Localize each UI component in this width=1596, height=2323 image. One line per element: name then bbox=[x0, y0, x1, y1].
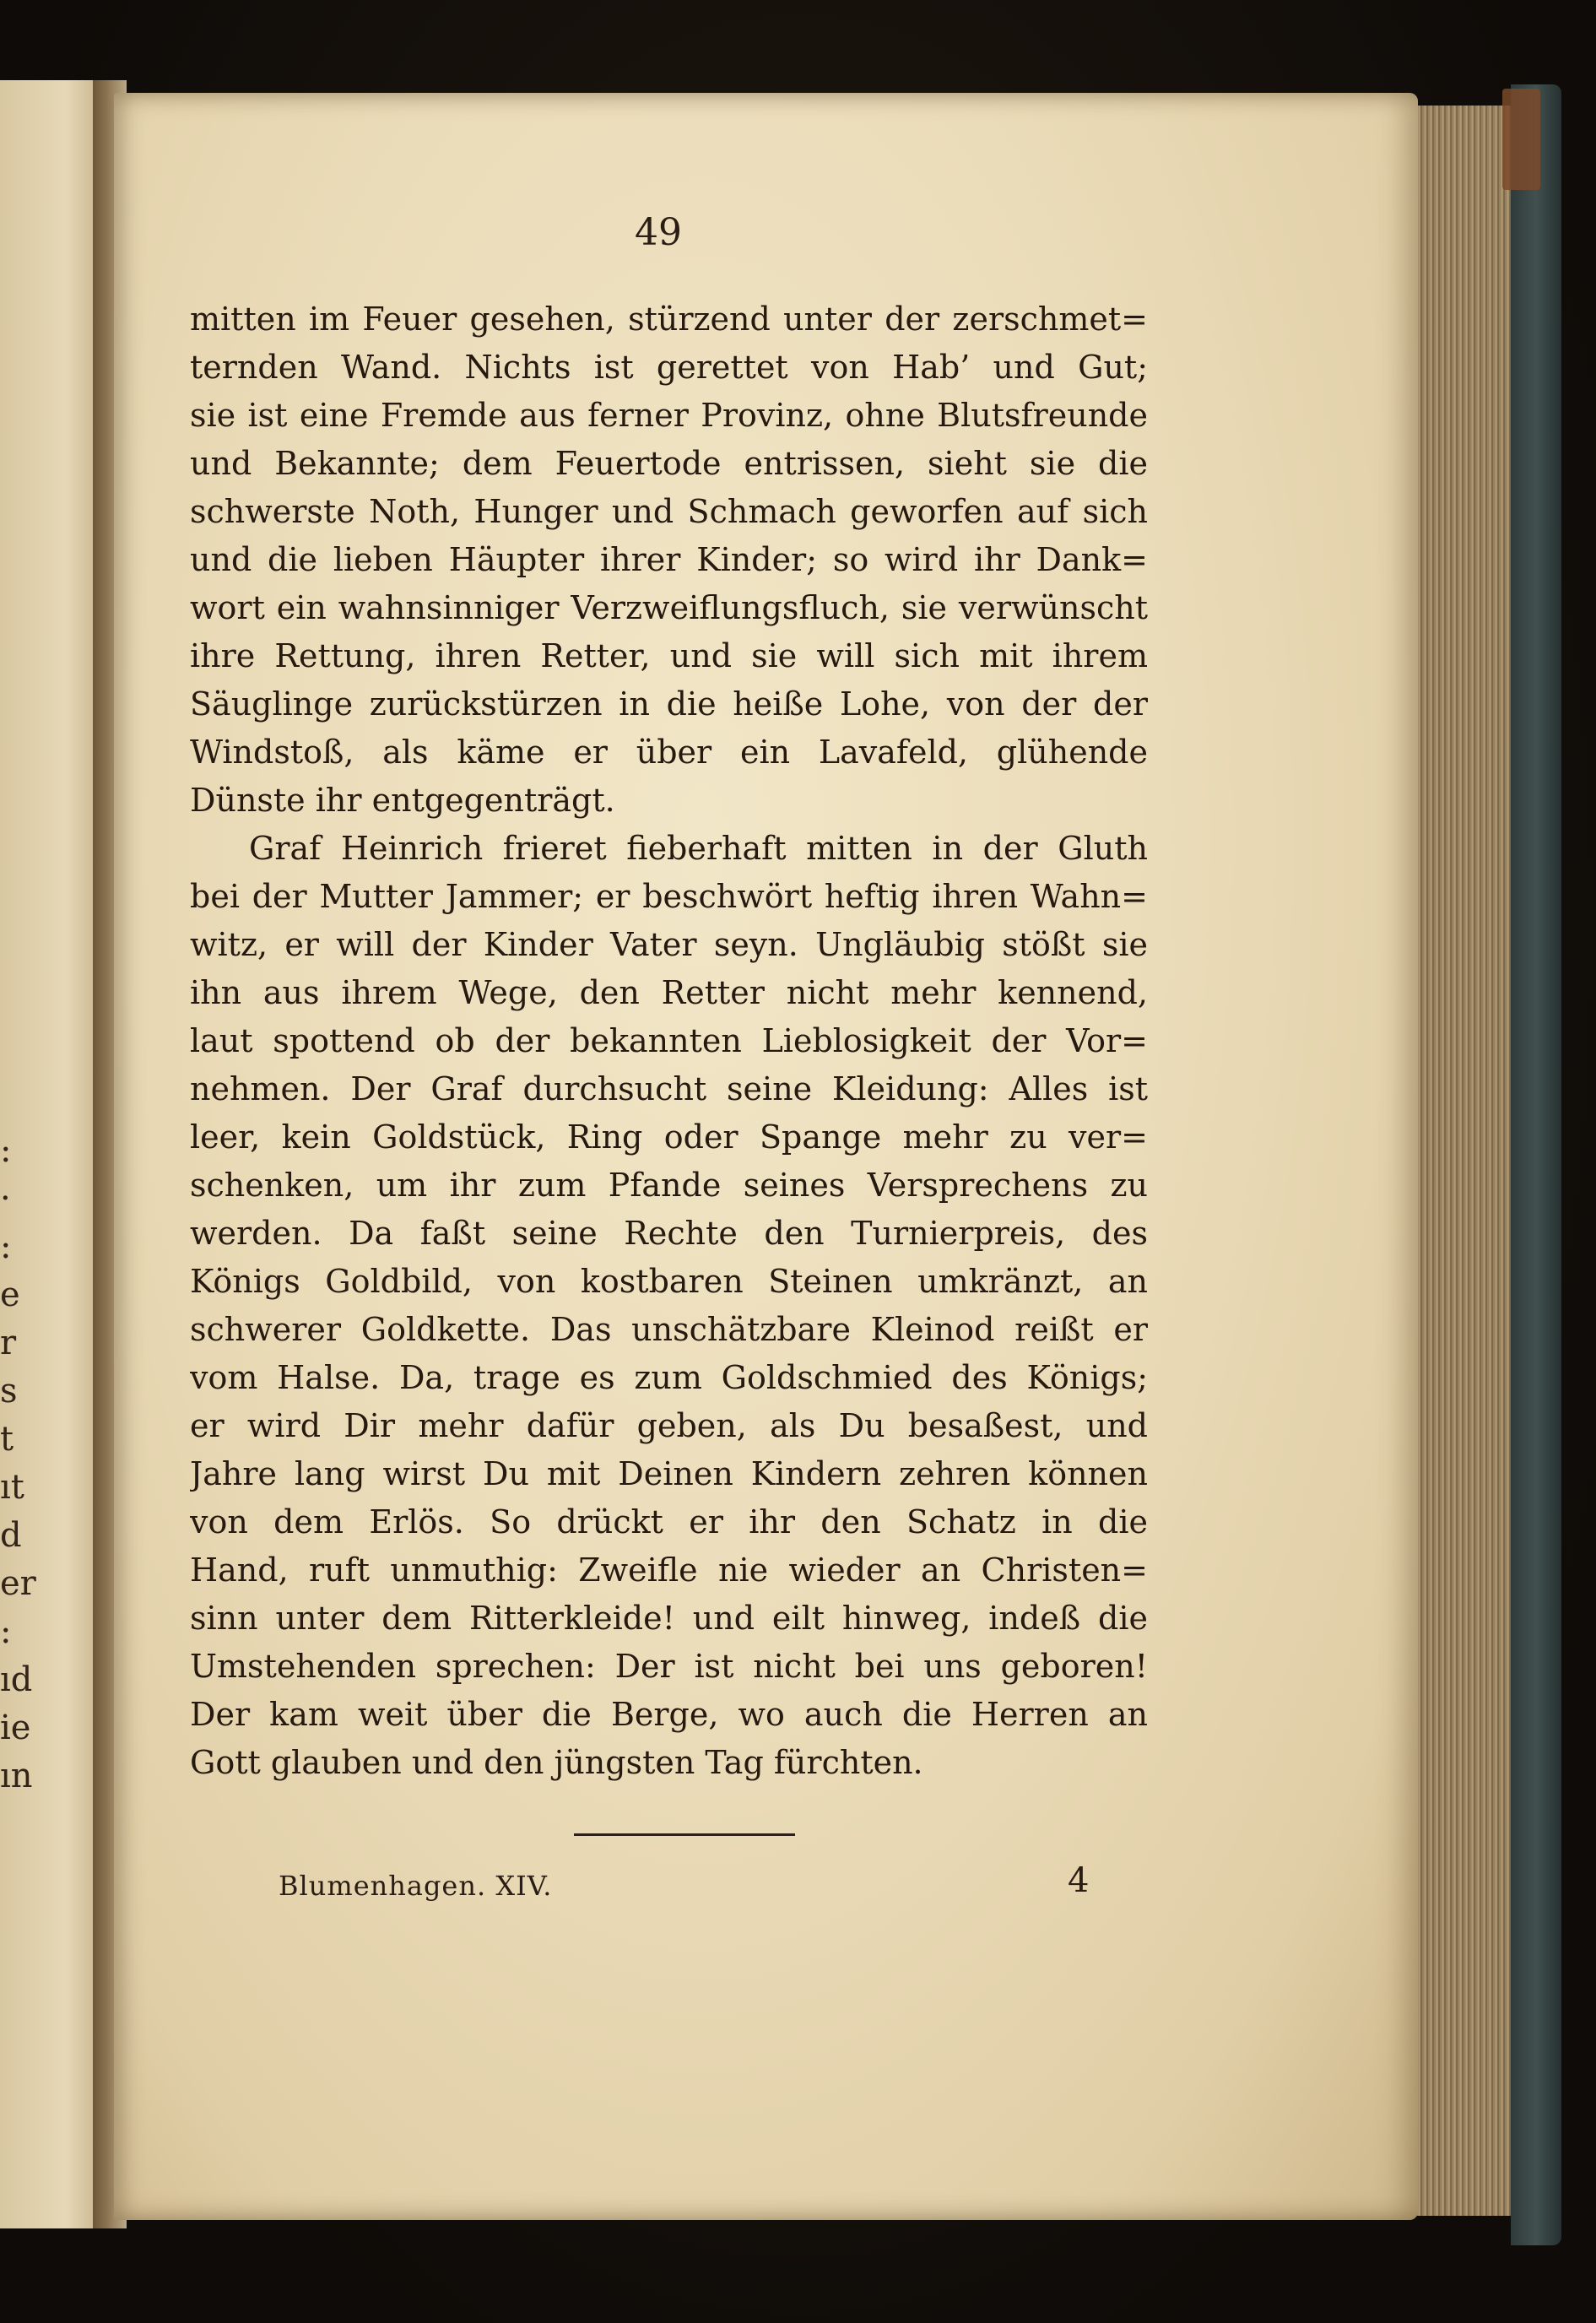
text-line: und die lieben Häupter ihrer Kinder; so wird ihr Dank= bbox=[190, 541, 1148, 578]
text-line: Säuglinge zurückstürzen in die heiße Lohe, von der der bbox=[190, 685, 1148, 723]
text-line: er wird Dir mehr dafür geben, als Du besaßest, und bbox=[190, 1407, 1148, 1444]
book-cover bbox=[1511, 84, 1561, 2245]
text-line: Königs Goldbild, von kostbaren Steinen umkränzt, an bbox=[190, 1263, 1148, 1300]
left-page-text-fragments bbox=[0, 1127, 34, 1800]
cover-leather-corner bbox=[1502, 89, 1540, 190]
left-margin-char: t bbox=[0, 1420, 14, 1459]
text-line: Hand, ruft unmuthig: Zweifle nie wieder an Christen= bbox=[190, 1551, 1148, 1589]
left-margin-char: er bbox=[0, 1564, 36, 1603]
text-line: Gott glauben und den jüngsten Tag fürchten. bbox=[190, 1744, 923, 1781]
text-line: wort ein wahnsinniger Verzweiflungsfluch, sie verwünscht bbox=[190, 589, 1148, 626]
text-line: vom Halse. Da, trage es zum Goldschmied des Königs; bbox=[190, 1359, 1148, 1396]
left-margin-char: ın bbox=[0, 1757, 33, 1795]
left-margin-char: d bbox=[0, 1516, 22, 1555]
text-line: leer, kein Goldstück, Ring oder Spange mehr zu ver= bbox=[190, 1118, 1148, 1156]
text-line: Windstoß, als käme er über ein Lavafeld, glühende bbox=[190, 734, 1148, 771]
text-line: schwerste Noth, Hunger und Schmach geworfen auf sich bbox=[190, 493, 1148, 530]
text-line: sie ist eine Fremde aus ferner Provinz, ohne Blutsfreunde bbox=[190, 397, 1148, 434]
footer-signature-number: 4 bbox=[1068, 1861, 1090, 1900]
text-line: Der kam weit über die Berge, wo auch die Herren an bbox=[190, 1696, 1148, 1733]
page-body-text bbox=[190, 295, 1148, 1787]
text-line: von dem Erlös. So drückt er ihr den Schatz in die bbox=[190, 1503, 1148, 1541]
page-number: 49 bbox=[635, 211, 682, 254]
text-line: nehmen. Der Graf durchsucht seine Kleidung: Alles ist bbox=[190, 1070, 1148, 1107]
left-margin-char: e bbox=[0, 1275, 20, 1314]
left-margin-char: ie bbox=[0, 1708, 31, 1747]
text-line: laut spottend ob der bekannten Lieblosigkeit der Vor= bbox=[190, 1022, 1148, 1059]
left-margin-char: s bbox=[0, 1372, 18, 1411]
left-margin-char: r bbox=[0, 1324, 17, 1362]
left-margin-char: : bbox=[0, 1227, 12, 1266]
footer-rule bbox=[574, 1833, 795, 1836]
text-line: schwerer Goldkette. Das unschätzbare Kleinod reißt er bbox=[190, 1311, 1148, 1348]
text-line: Umstehenden sprechen: Der ist nicht bei uns geboren! bbox=[190, 1648, 1148, 1685]
text-line: Dünste ihr entgegenträgt. bbox=[190, 782, 615, 819]
text-line: Jahre lang wirst Du mit Deinen Kindern zehren können bbox=[190, 1455, 1148, 1492]
left-margin-char: : bbox=[0, 1131, 12, 1170]
text-line: schenken, um ihr zum Pfande seines Versprechens zu bbox=[190, 1167, 1148, 1204]
text-line: bei der Mutter Jammer; er beschwört heftig ihren Wahn= bbox=[190, 878, 1148, 915]
left-margin-char: ıd bbox=[0, 1660, 33, 1699]
left-margin-char: : bbox=[0, 1612, 12, 1651]
footer-book-title: Blumenhagen. XIV. bbox=[279, 1870, 553, 1902]
text-line: ihn aus ihrem Wege, den Retter nicht mehr kennend, bbox=[190, 974, 1148, 1011]
text-line: werden. Da faßt seine Rechte den Turnierpreis, des bbox=[190, 1215, 1148, 1252]
left-margin-char: · bbox=[0, 1179, 11, 1218]
text-line: und Bekannte; dem Feuertode entrissen, sieht sie die bbox=[190, 445, 1148, 482]
text-line: witz, er will der Kinder Vater seyn. Ungläubig stößt sie bbox=[190, 926, 1148, 963]
left-margin-char: ıt bbox=[0, 1468, 24, 1507]
text-line: sinn unter dem Ritterkleide! und eilt hinweg, indeß die bbox=[190, 1600, 1148, 1637]
text-line: Graf Heinrich frieret fieberhaft mitten in der Gluth bbox=[249, 830, 1148, 867]
text-line: mitten im Feuer gesehen, stürzend unter der zerschmet= bbox=[190, 301, 1148, 338]
text-line: ihre Rettung, ihren Retter, und sie will sich mit ihrem bbox=[190, 637, 1148, 674]
page-edges bbox=[1405, 106, 1523, 2216]
text-line: ternden Wand. Nichts ist gerettet von Hab’ und Gut; bbox=[190, 349, 1148, 386]
